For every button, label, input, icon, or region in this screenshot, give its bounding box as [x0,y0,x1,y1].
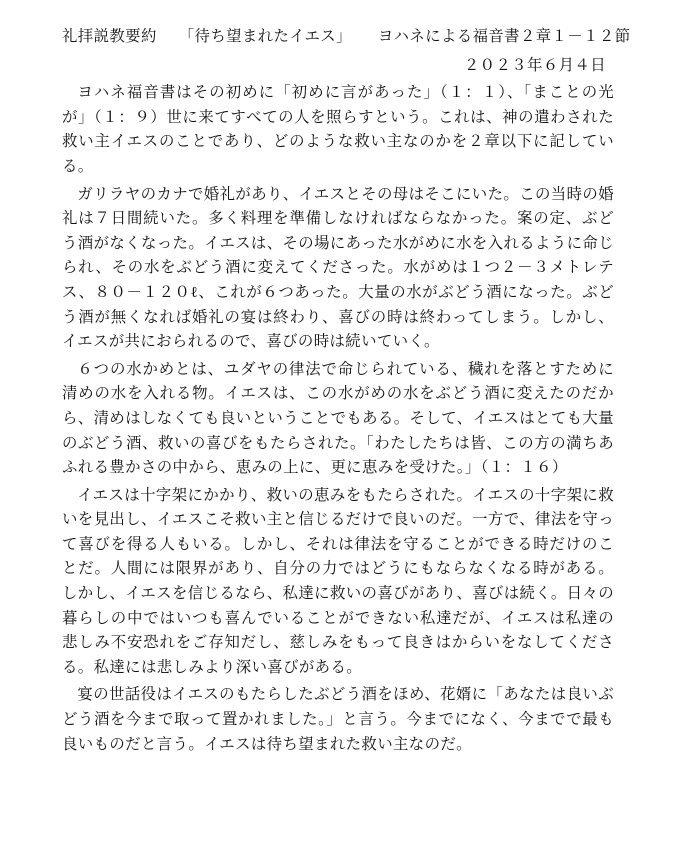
document-label: 礼拝説教要約 [62,27,157,45]
sermon-summary-page [62,24,631,758]
header-line [62,24,631,49]
paragraph-2: ガリラヤのカナで婚礼があり、イエスとその母はそこにいた。この当時の婚礼は７日間続いた。多く料理を準備しなければならなかった。案の定、ぶどう酒がなくなった。イエスは、その場にあった水がめに水を入れるように命じられ、その水をぶどう酒に変えてくださった。水がめは１つ２－３メトレテス、８０－１２０ℓ、これが６つあった。大量の水がぶどう酒になった。ぶどう酒が無くなれば婚礼の宴は終わり、喜びの時は終わってしまう。しかし、イエスが共におられるので、喜びの時は続いていく。 [62,184,614,351]
paragraph-3: ６つの水かめとは、ユダヤの律法で命じられている、穢れを落とすために清めの水を入れる物。イエスは、この水がめの水をぶどう酒に変えたのだから、清めはしなくても良いということでもある。そして、イエスはとても大量のぶどう酒、救いの喜びをもたらされた。「わたしたちは皆、この方の満ちあふれる豊かさの中から、恵みの上に、更に恵みを受けた。」（１：１６） [62,359,614,477]
paragraph-1: ヨハネ福音書はその初めに「初めに言があった」（１：１）、「まことの光が」（１：９）世に来てすべての人を照らすという。これは、神の遣わされた救い主イエスのことであり、どのような救い主なのかを２章以下に記している。 [62,83,614,175]
scripture-reference: ヨハネによる福音書２章１－１２節 [377,27,631,45]
sermon-title: 「待ち望まれたイエス」 [178,27,352,45]
paragraph-5: 宴の世話役はイエスのもたらしたぶどう酒をほめ、花婿に「あなたは良いぶどう酒を今まで取って置かれました。」と言う。今までになく、今までで最も良いものだと言う。イエスは待ち望まれた救い主なのだ。 [62,685,614,753]
paragraph-4: イエスは十字架にかかり、救いの恵みをもたらされた。イエスの十字架に救いを見出し、イエスこそ救い主と信じるだけで良いのだ。一方で、律法を守って喜びを得る人もいる。しかし、それは律法を守ることができる時だけのことだ。人間には限界があり、自分の力ではどうにもならなくなる時がある。しかし、イエスを信じるなら、私達に救いの喜びがあり、喜びは続く。日々の暮らしの中ではいつも喜んでいることができない私達だが、イエスは私達の悲しみ不安恐れをご存知だし、慈しみをもって良きはからいをなしてくださる。私達には悲しみより深い喜びがある。 [62,485,614,676]
sermon-date: ２０２３年６月４日 [463,55,606,74]
